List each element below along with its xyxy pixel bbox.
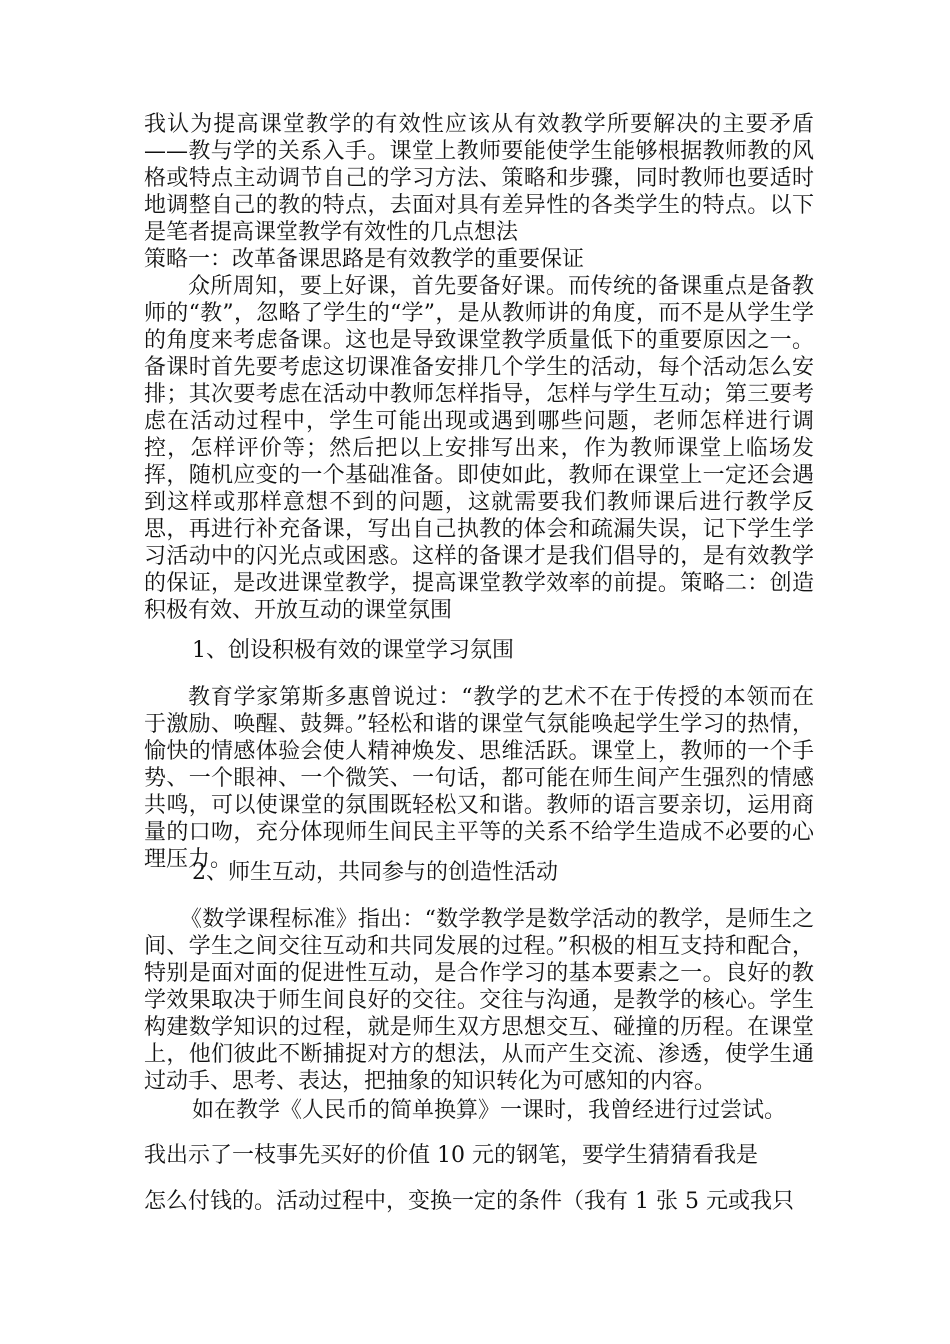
strategy-one-title: 策略一：改革备课思路是有效教学的重要保证 xyxy=(144,247,585,272)
example-line-2: 我出示了一枝事先买好的价值 10 元的钢笔，要学生猜猜看我是 xyxy=(144,1143,758,1168)
intro-paragraph: 我认为提高课堂教学的有效性应该从有效教学所要解决的主要矛盾——教与学的关系入手。课堂上教师要能使学生能够根据教师教的风格或特点主动调节自己的学习方法、策略和步骤，同时教师也要适时地调整自己的教的特点，去面对具有差异性的各类学生的特点。以下是笔者提高课堂教学有效性的几点想法 xyxy=(144,112,814,245)
section-heading-1: 1、创设积极有效的课堂学习氛围 xyxy=(192,638,514,663)
section-2-body: 《数学课程标准》指出：“数学教学是数学活动的教学，是师生之间、学生之间交往互动和共同发展的过程。”积极的相互支持和配合，特别是面对面的促进性互动，是合作学习的基本要素之一。良好的教学效果取决于师生间良好的交往。交往与沟通，是教学的核心。学生构建数学知识的过程，就是师生双方思想交互、碰撞的历程。在课堂上，他们彼此不断捕捉对方的想法，从而产生交流、渗透，使学生通过动手、思考、表达，把抽象的知识转化为可感知的内容。 xyxy=(144,907,814,1094)
strategy-one-body: 众所周知，要上好课，首先要备好课。而传统的备课重点是备教师的“教”，忽略了学生的“学”，是从教师讲的角度，而不是从学生学的角度来考虑备课。这也是导致课堂教学质量低下的重要原因之一。备课时首先要考虑这切课准备安排几个学生的活动，每个活动怎么安排；其次要考虑在活动中教师怎样指导，怎样与学生互动；第三要考虑在活动过程中，学生可能出现或遇到哪些问题，老师怎样进行调控，怎样评价等；然后把以上安排写出来，作为教师课堂上临场发挥，随机应变的一个基础准备。即使如此，教师在课堂上一定还会遇到这样或那样意想不到的问题，这就需要我们教师课后进行教学反思，再进行补充备课，写出自己执教的体会和疏漏失误，记下学生学习活动中的闪光点或困惑。这样的备课才是我们倡导的，是有效教学的保证，是改进课堂教学，提高课堂教学效率的前提。策略二：创造积极有效、开放互动的课堂氛围 xyxy=(144,274,814,623)
example-line-1: 如在教学《人民币的简单换算》一课时，我曾经进行过尝试。 xyxy=(192,1098,787,1123)
section-1-body: 教育学家第斯多惠曾说过：“教学的艺术不在于传授的本领而在于激励、唤醒、鼓舞。”轻松和谐的课堂气氛能唤起学生学习的热情，愉快的情感体验会使人精神焕发、思维活跃。课堂上，教师的一个手势、一个眼神、一个微笑、一句话，都可能在师生间产生强烈的情感共鸣，可以使课堂的氛围既轻松又和谐。教师的语言要亲切，运用商量的口吻，充分体现师生间民主平等的关系不给学生造成不必要的心理压力。 xyxy=(144,685,814,872)
example-line-3: 怎么付钱的。活动过程中，变换一定的条件（我有 1 张 5 元或我只 xyxy=(144,1189,794,1214)
section-heading-2: 2、师生互动，共同参与的创造性活动 xyxy=(192,860,558,885)
